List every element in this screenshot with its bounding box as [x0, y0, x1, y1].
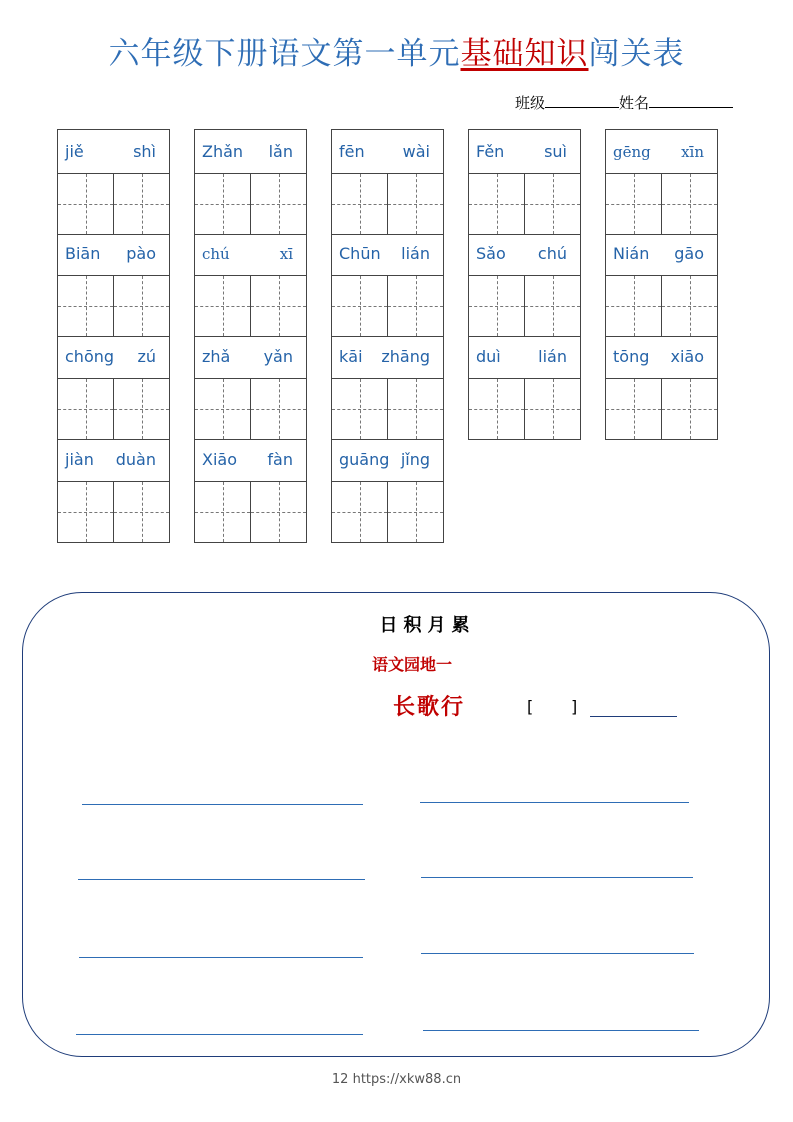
word-box — [194, 438, 307, 543]
footer-url: https://xkw88.cn — [352, 1072, 462, 1087]
tianzige-cell[interactable] — [388, 482, 443, 542]
writing-line[interactable] — [76, 1034, 363, 1035]
word-box — [605, 129, 718, 235]
pinyin-syllable: gēng — [613, 142, 651, 161]
tianzige-cell[interactable] — [114, 276, 169, 336]
pinyin-syllable: zhāng — [381, 347, 430, 366]
writing-grid[interactable] — [195, 379, 306, 439]
pinyin-syllable: gāo — [674, 244, 704, 263]
tianzige-cell[interactable] — [58, 174, 114, 234]
pinyin-row — [195, 335, 306, 379]
pinyin-row — [606, 232, 717, 276]
word-box — [57, 335, 170, 440]
pinyin-syllable: chú — [537, 244, 567, 263]
writing-grid[interactable] — [469, 379, 580, 439]
writing-grid[interactable] — [332, 482, 443, 542]
word-box — [57, 129, 170, 235]
tianzige-cell[interactable] — [332, 174, 388, 234]
tianzige-cell[interactable] — [525, 276, 580, 336]
writing-grid[interactable] — [606, 174, 717, 234]
writing-line[interactable] — [423, 1030, 699, 1031]
word-box — [194, 232, 307, 337]
pinyin-syllable: Fěn — [476, 142, 505, 161]
tianzige-cell[interactable] — [58, 379, 114, 439]
word-box — [331, 232, 444, 337]
bracket-open: [ — [527, 697, 534, 716]
pinyin-syllable: duàn — [115, 450, 156, 469]
tianzige-cell[interactable] — [58, 276, 114, 336]
word-box — [331, 129, 444, 235]
pinyin-row — [606, 130, 717, 174]
writing-line[interactable] — [420, 802, 689, 803]
pinyin-syllable: Sǎo — [476, 244, 506, 263]
name-label: 姓名 — [619, 94, 650, 112]
writing-grid[interactable] — [469, 276, 580, 336]
section-subtitle: 语文园地一 — [372, 655, 453, 674]
class-label: 班级 — [515, 94, 546, 112]
tianzige-cell[interactable] — [606, 174, 662, 234]
tianzige-cell[interactable] — [388, 276, 443, 336]
tianzige-cell[interactable] — [195, 482, 251, 542]
word-box — [331, 335, 444, 440]
word-box — [57, 438, 170, 543]
pinyin-row — [58, 335, 169, 379]
tianzige-cell[interactable] — [388, 174, 443, 234]
writing-grid[interactable] — [469, 174, 580, 234]
word-box — [605, 335, 718, 440]
pinyin-syllable: xī — [279, 244, 293, 263]
word-box — [194, 335, 307, 440]
tianzige-cell[interactable] — [251, 276, 306, 336]
author-blank[interactable] — [590, 716, 677, 717]
pinyin-syllable: jiě — [65, 142, 84, 161]
pinyin-syllable: chōng — [65, 347, 115, 366]
pinyin-row — [332, 130, 443, 174]
writing-grid[interactable] — [58, 482, 169, 542]
section-title: 日积月累 — [379, 615, 476, 636]
pinyin-syllable: duì — [476, 347, 501, 366]
tianzige-cell[interactable] — [525, 379, 580, 439]
writing-grid[interactable] — [58, 379, 169, 439]
tianzige-cell[interactable] — [388, 379, 443, 439]
page-number: 12 — [331, 1072, 349, 1087]
title-highlight: 基础知识 — [460, 36, 589, 72]
tianzige-cell[interactable] — [662, 379, 717, 439]
pinyin-syllable: guāng — [339, 450, 390, 469]
pinyin-syllable: Zhǎn — [202, 142, 244, 161]
tianzige-cell[interactable] — [662, 276, 717, 336]
page-footer — [0, 1072, 793, 1087]
pinyin-syllable: chú — [202, 244, 230, 263]
word-box — [468, 129, 581, 235]
tianzige-cell[interactable] — [114, 379, 169, 439]
writing-grid[interactable] — [332, 276, 443, 336]
tianzige-cell[interactable] — [469, 276, 525, 336]
pinyin-syllable: Xiāo — [202, 450, 237, 469]
pinyin-syllable: xīn — [681, 142, 704, 161]
pinyin-row — [469, 130, 580, 174]
pinyin-syllable: jǐng — [400, 450, 430, 469]
pinyin-syllable: shì — [133, 142, 156, 161]
name-blank[interactable] — [649, 93, 733, 108]
writing-grid[interactable] — [58, 174, 169, 234]
pinyin-syllable: zhǎ — [202, 347, 231, 366]
pinyin-syllable: lǎn — [268, 142, 293, 161]
pinyin-row — [606, 335, 717, 379]
writing-line[interactable] — [421, 877, 693, 878]
pinyin-row — [332, 335, 443, 379]
writing-grid[interactable] — [195, 174, 306, 234]
tianzige-cell[interactable] — [332, 276, 388, 336]
pinyin-syllable: suì — [544, 142, 567, 161]
pinyin-syllable: pào — [126, 244, 156, 263]
poem-title: 长歌行 — [393, 694, 466, 720]
pinyin-syllable: Nián — [613, 244, 650, 263]
writing-grid[interactable] — [58, 276, 169, 336]
tianzige-cell[interactable] — [195, 174, 251, 234]
word-box — [468, 232, 581, 337]
student-info — [515, 92, 733, 113]
tianzige-cell[interactable] — [251, 482, 306, 542]
tianzige-cell[interactable] — [58, 482, 114, 542]
page-title — [0, 28, 793, 73]
pinyin-row — [195, 438, 306, 482]
bracket-close: ] — [571, 697, 578, 716]
tianzige-cell[interactable] — [332, 379, 388, 439]
writing-grid[interactable] — [606, 276, 717, 336]
tianzige-cell[interactable] — [469, 174, 525, 234]
writing-line[interactable] — [79, 957, 363, 958]
writing-grid[interactable] — [606, 379, 717, 439]
class-blank[interactable] — [545, 93, 619, 108]
tianzige-cell[interactable] — [251, 379, 306, 439]
pinyin-row — [58, 232, 169, 276]
pinyin-row — [195, 130, 306, 174]
pinyin-syllable: wài — [402, 142, 430, 161]
title-suffix: 闯关表 — [588, 36, 685, 72]
pinyin-syllable: kāi — [339, 347, 363, 366]
tianzige-cell[interactable] — [195, 379, 251, 439]
tianzige-cell[interactable] — [606, 379, 662, 439]
word-box — [468, 335, 581, 440]
pinyin-syllable: tōng — [613, 347, 650, 366]
pinyin-row — [332, 232, 443, 276]
pinyin-row — [332, 438, 443, 482]
pinyin-row — [195, 232, 306, 276]
tianzige-cell[interactable] — [525, 174, 580, 234]
tianzige-cell[interactable] — [114, 482, 169, 542]
writing-grid[interactable] — [195, 482, 306, 542]
pinyin-syllable: fàn — [267, 450, 293, 469]
tianzige-cell[interactable] — [332, 482, 388, 542]
pinyin-row — [469, 335, 580, 379]
title-prefix: 六年级下册语文第一单元 — [108, 36, 461, 72]
pinyin-row — [469, 232, 580, 276]
pinyin-row — [58, 130, 169, 174]
writing-grid[interactable] — [332, 174, 443, 234]
pinyin-syllable: lián — [538, 347, 567, 366]
pinyin-row — [58, 438, 169, 482]
tianzige-cell[interactable] — [114, 174, 169, 234]
tianzige-cell[interactable] — [251, 174, 306, 234]
tianzige-cell[interactable] — [469, 379, 525, 439]
word-box — [57, 232, 170, 337]
writing-line[interactable] — [82, 804, 363, 805]
word-box — [194, 129, 307, 235]
writing-line[interactable] — [78, 879, 365, 880]
pinyin-syllable: fēn — [339, 142, 365, 161]
tianzige-cell[interactable] — [195, 276, 251, 336]
writing-line[interactable] — [421, 953, 694, 954]
pinyin-syllable: jiàn — [65, 450, 94, 469]
pinyin-syllable: zú — [137, 347, 156, 366]
writing-grid[interactable] — [332, 379, 443, 439]
writing-grid[interactable] — [195, 276, 306, 336]
pinyin-syllable: Biān — [65, 244, 101, 263]
tianzige-cell[interactable] — [662, 174, 717, 234]
word-box — [605, 232, 718, 337]
pinyin-syllable: Chūn — [339, 244, 381, 263]
pinyin-syllable: xiāo — [670, 347, 704, 366]
word-box — [331, 438, 444, 543]
pinyin-syllable: lián — [401, 244, 430, 263]
pinyin-syllable: yǎn — [263, 347, 293, 366]
tianzige-cell[interactable] — [606, 276, 662, 336]
